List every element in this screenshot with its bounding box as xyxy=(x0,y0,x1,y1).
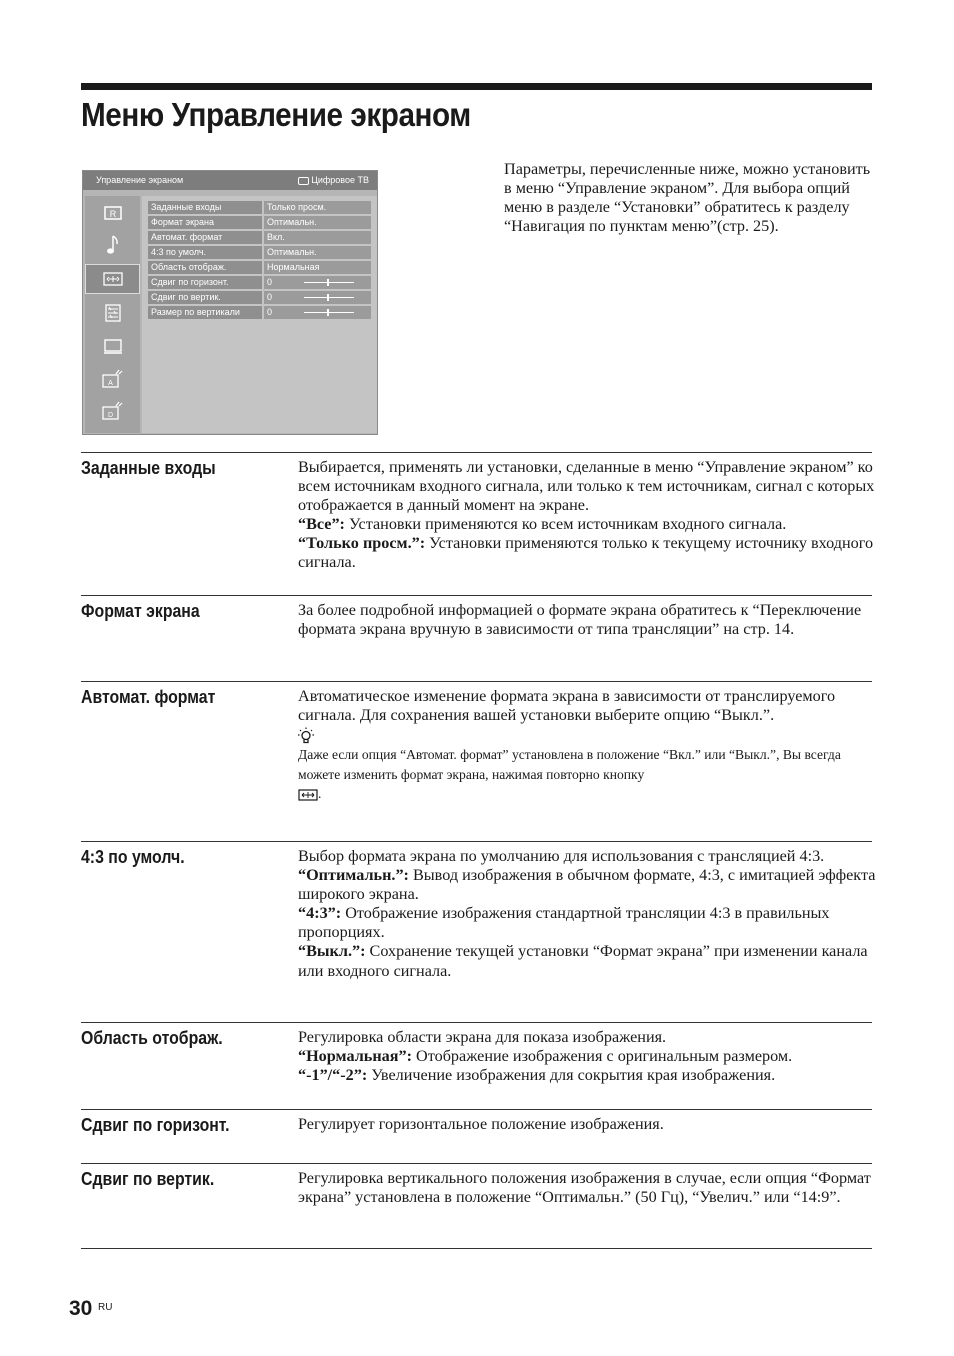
desc-display-area xyxy=(298,1028,878,1085)
desc-auto-format xyxy=(298,687,878,804)
option-key: “4:3”: xyxy=(298,904,342,923)
tv-menu-row-value xyxy=(264,276,371,289)
music-note-icon[interactable] xyxy=(85,230,140,260)
tv-menu-row[interactable] xyxy=(148,306,367,320)
option-value: Установки применяются только к текущему источнику входного сигнала. xyxy=(298,534,874,572)
tv-menu-row-value xyxy=(264,291,371,304)
option-key: “Все”: xyxy=(298,515,345,534)
tv-menu-row-value xyxy=(264,306,371,319)
tv-menu-source xyxy=(298,171,369,190)
tv-analog-icon[interactable] xyxy=(85,364,140,394)
hint-text xyxy=(298,745,878,804)
desc-text: За более подробной информацией о формате экрана обратитесь к “Переключение формата экрана вручную в зависимости от типа трансляции” на стр. 14. xyxy=(298,601,862,639)
tv-menu-row-label: Сдвиг по вертик. xyxy=(148,291,262,304)
tv-menu-row[interactable] xyxy=(148,231,367,245)
tv-menu-title: Управление экраном xyxy=(96,175,184,185)
term-horizontal-shift: Сдвиг по горизонт. xyxy=(81,1115,230,1135)
tv-menu-row-value: Только просм. xyxy=(264,201,371,214)
tv-menu-row-label: Размер по вертикали xyxy=(148,306,262,319)
option-key: “Нормальная”: xyxy=(298,1047,412,1066)
svg-text:A: A xyxy=(107,380,113,387)
intro-paragraph: Параметры, перечисленные ниже, можно установить в меню “Управление экраном”. Для выбора опций меню в разделе “Установки” обратитесь к разделу “Навигация по пунктам меню”(стр. 25). xyxy=(504,160,871,235)
desc-4-3-default xyxy=(298,847,878,981)
desc-vertical-shift xyxy=(298,1169,878,1207)
tv-menu-row-label: Автомат. формат xyxy=(148,231,262,244)
section-divider xyxy=(81,1022,872,1023)
tv-menu-row[interactable] xyxy=(148,261,367,275)
option-key: “-1”/“-2”: xyxy=(298,1066,368,1085)
option-value: Сохранение текущей установки “Формат экрана” при изменении канала или входного сигнала. xyxy=(298,942,868,980)
svg-text:D: D xyxy=(107,412,113,419)
tv-menu-row[interactable] xyxy=(148,216,367,230)
desc-text: Регулировка вертикального положения изображения в случае, если опция “Формат экрана” установлена в положение “Оптимальн.” (50 Гц), “Увелич.” или “14:9”. xyxy=(298,1169,871,1207)
option-key: “Оптимальн.”: xyxy=(298,866,409,885)
tv-menu-row-label: Область отображ. xyxy=(148,261,262,274)
wide-mode-button-icon xyxy=(298,789,318,801)
option-line xyxy=(298,942,878,980)
desc-preset-inputs xyxy=(298,458,878,573)
option-line xyxy=(298,1047,878,1066)
tv-menu-row-value-text: 0 xyxy=(267,292,273,302)
desc-text: Автоматическое изменение формата экрана в зависимости от транслируемого сигнала. Для сохранения вашей установки выберите опцию “Выкл.”. xyxy=(298,687,836,725)
desc-text: Выбирается, применять ли установки, сделанные в меню “Управление экраном” ко всем источникам входного сигнала, или только к тем источникам, сигнал с которых отображается в данный момент на экране. xyxy=(298,458,875,515)
tv-menu-row-value-text: 0 xyxy=(267,307,273,317)
section-divider xyxy=(81,452,872,453)
screen-control-icon[interactable] xyxy=(85,264,140,294)
tv-menu-header xyxy=(83,171,377,190)
option-value: Вывод изображения в обычном формате, 4:3, с имитацией эффекта широкого экрана. xyxy=(298,866,876,904)
tv-menu-row-value: Вкл. xyxy=(264,231,371,244)
desc-text: Регулировка области экрана для показа изображения. xyxy=(298,1028,667,1046)
section-divider xyxy=(81,1109,872,1110)
page-language: RU xyxy=(98,1302,113,1313)
option-line xyxy=(298,515,878,534)
term-4-3-default: 4:3 по умолч. xyxy=(81,847,185,867)
monitor-icon[interactable] xyxy=(85,332,140,362)
hint-end: . xyxy=(318,786,322,802)
term-screen-format: Формат экрана xyxy=(81,601,200,621)
setup-list-icon[interactable] xyxy=(85,298,140,328)
term-auto-format: Автомат. формат xyxy=(81,687,216,707)
slider-knob[interactable] xyxy=(327,294,329,301)
desc-screen-format xyxy=(298,601,878,639)
tv-menu-row-value: Нормальная xyxy=(264,261,371,274)
slider-knob[interactable] xyxy=(327,309,329,316)
option-key: “Выкл.”: xyxy=(298,942,366,961)
option-value: Увеличение изображения для сокрытия края изображения. xyxy=(367,1066,776,1085)
option-line xyxy=(298,1066,878,1085)
option-line xyxy=(298,534,878,572)
tv-menu-row[interactable] xyxy=(148,246,367,260)
tv-menu-row-label: 4:3 по умолч. xyxy=(148,246,262,259)
term-vertical-shift: Сдвиг по вертик. xyxy=(81,1169,215,1189)
picture-icon[interactable] xyxy=(85,198,140,228)
option-value: Отображение изображения с оригинальным размером. xyxy=(412,1047,793,1066)
page-number: 30 xyxy=(69,1297,93,1320)
option-line xyxy=(298,866,878,904)
tv-menu-row-value: Оптимальн. xyxy=(264,216,371,229)
tv-menu-source-label: Цифровое ТВ xyxy=(311,175,369,185)
option-key: “Только просм.”: xyxy=(298,534,426,553)
svg-text:R: R xyxy=(109,209,116,219)
tv-menu-row-value-text: 0 xyxy=(267,277,273,287)
tv-menu-row[interactable] xyxy=(148,201,367,215)
tv-menu-row[interactable] xyxy=(148,291,367,305)
tv-menu-screenshot xyxy=(82,170,378,435)
term-display-area: Область отображ. xyxy=(81,1028,223,1048)
tv-menu-row-label: Сдвиг по горизонт. xyxy=(148,276,262,289)
tv-menu-options xyxy=(142,196,377,433)
tv-menu-icon-column xyxy=(85,196,140,433)
position-slider[interactable] xyxy=(304,312,354,313)
page-title: Меню Управление экраном xyxy=(81,96,471,133)
position-slider[interactable] xyxy=(304,282,354,283)
section-divider xyxy=(81,841,872,842)
lightbulb-hint-icon xyxy=(298,727,314,745)
tv-menu-row-label: Заданные входы xyxy=(148,201,262,214)
bottom-divider xyxy=(81,1248,872,1249)
tv-digital-icon[interactable] xyxy=(85,396,140,426)
slider-knob[interactable] xyxy=(327,279,329,286)
tv-menu-row[interactable] xyxy=(148,276,367,290)
tv-menu-row-label: Формат экрана xyxy=(148,216,262,229)
desc-text: Выбор формата экрана по умолчанию для использования с трансляцией 4:3. xyxy=(298,847,825,865)
screen-icon xyxy=(298,177,309,185)
position-slider[interactable] xyxy=(304,297,354,298)
tv-menu-row-value: Оптимальн. xyxy=(264,246,371,259)
option-line xyxy=(298,904,878,942)
hint-body: Даже если опция “Автомат. формат” установлена в положение “Вкл.” или “Выкл.”, Вы всегда можете изменить формат экрана, нажимая повторно кнопку xyxy=(298,747,841,782)
desc-horizontal-shift xyxy=(298,1115,878,1134)
section-divider xyxy=(81,681,872,682)
term-preset-inputs: Заданные входы xyxy=(81,458,216,478)
top-rule xyxy=(81,83,872,90)
option-value: Установки применяются ко всем источникам входного сигнала. xyxy=(344,515,787,534)
desc-text: Регулирует горизонтальное положение изображения. xyxy=(298,1115,664,1133)
option-value: Отображение изображения стандартной трансляции 4:3 в правильных пропорциях. xyxy=(298,904,830,942)
section-divider xyxy=(81,595,872,596)
section-divider xyxy=(81,1163,872,1164)
